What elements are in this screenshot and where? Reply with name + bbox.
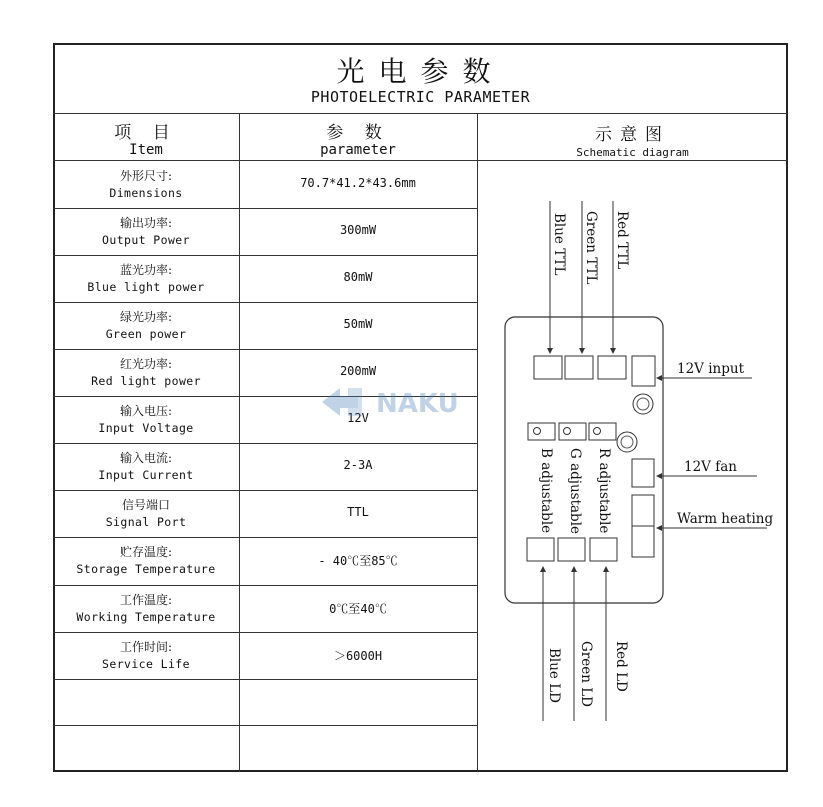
item-name-en: Working Temperature bbox=[76, 610, 216, 624]
title-en: PHOTOELECTRIC PARAMETER bbox=[310, 88, 531, 106]
parameter-value: - 40℃至85℃ bbox=[318, 554, 398, 568]
item-name-en: Red light power bbox=[91, 374, 201, 388]
item-name-en: Storage Temperature bbox=[76, 562, 216, 576]
parameter-value: 300mW bbox=[339, 223, 377, 237]
header-parameter-cn: 参 数 bbox=[326, 123, 390, 143]
item-name-en: Input Current bbox=[98, 468, 194, 482]
label-r-adjustable: R adjustable bbox=[596, 448, 612, 534]
item-name-cn: 贮存温度: bbox=[119, 545, 173, 559]
label-12v-fan: 12V fan bbox=[684, 459, 737, 475]
item-name-cn: 信号端口 bbox=[121, 498, 170, 512]
item-name-en: Dimensions bbox=[109, 186, 183, 200]
label-g-adjustable: G adjustable bbox=[567, 448, 583, 534]
schematic-diagram bbox=[477, 161, 787, 771]
item-name-en: Input Voltage bbox=[98, 421, 194, 435]
title-cn: 光电参数 bbox=[336, 55, 505, 88]
parameter-value: 2-3A bbox=[343, 458, 373, 472]
item-name-cn: 绿光功率: bbox=[119, 310, 173, 324]
label-green-ld: Green LD bbox=[578, 641, 594, 707]
parameter-value: 12V bbox=[347, 411, 369, 425]
item-name-cn: 工作时间: bbox=[119, 640, 173, 654]
table-row bbox=[53, 725, 478, 772]
item-name-en: Signal Port bbox=[105, 515, 187, 529]
item-name-cn: 红光功率: bbox=[119, 357, 173, 371]
label-warm-heating: Warm heating bbox=[677, 511, 774, 527]
table-row bbox=[53, 161, 478, 208]
item-name-cn: 蓝光功率: bbox=[119, 263, 173, 277]
label-green-ttl: Green TTL bbox=[583, 211, 599, 285]
table-row bbox=[53, 632, 478, 679]
table-row bbox=[53, 255, 478, 302]
label-12v-input: 12V input bbox=[677, 361, 744, 377]
table-row bbox=[53, 302, 478, 349]
label-blue-ld: Blue LD bbox=[546, 648, 562, 704]
parameter-value: TTL bbox=[347, 505, 369, 519]
parameter-value: 80mW bbox=[343, 270, 373, 284]
item-name-cn: 外形尺寸: bbox=[119, 169, 173, 183]
parameter-value: 200mW bbox=[339, 364, 377, 378]
table-row bbox=[53, 208, 478, 255]
parameter-value: 50mW bbox=[343, 317, 373, 331]
table-row bbox=[53, 443, 478, 490]
table-row bbox=[53, 585, 478, 632]
item-name-en: Green power bbox=[105, 327, 187, 341]
item-name-cn: 输入电压: bbox=[119, 404, 173, 418]
driver-board-outline bbox=[505, 317, 663, 603]
item-name-cn: 工作温度: bbox=[119, 593, 173, 607]
header-parameter-en: parameter bbox=[320, 142, 396, 158]
title-divider bbox=[53, 113, 788, 114]
label-red-ld: Red LD bbox=[613, 641, 629, 692]
label-blue-ttl: Blue TTL bbox=[551, 213, 567, 276]
header-item-cn: 项 目 bbox=[114, 123, 178, 143]
parameter-value: 70.7*41.2*43.6mm bbox=[300, 176, 416, 190]
watermark-text: NAKU bbox=[376, 389, 459, 419]
header-schematic-cn: 示意图 bbox=[595, 125, 670, 145]
item-name-cn: 输出功率: bbox=[119, 216, 173, 230]
header-schematic-en: Schematic diagram bbox=[576, 146, 689, 159]
table-row bbox=[53, 679, 478, 725]
label-red-ttl: Red TTL bbox=[614, 211, 630, 270]
item-name-en: Service Life bbox=[102, 657, 190, 671]
table-row bbox=[53, 537, 478, 585]
label-b-adjustable: B adjustable bbox=[538, 448, 554, 534]
item-name-cn: 输入电流: bbox=[119, 451, 173, 465]
parameter-value: ＞6000H bbox=[333, 649, 383, 663]
item-name-en: Blue light power bbox=[87, 280, 205, 294]
header-item-en: Item bbox=[129, 142, 163, 158]
parameter-value: 0℃至40℃ bbox=[329, 602, 387, 616]
table-row bbox=[53, 490, 478, 537]
item-name-en: Output Power bbox=[102, 233, 190, 247]
